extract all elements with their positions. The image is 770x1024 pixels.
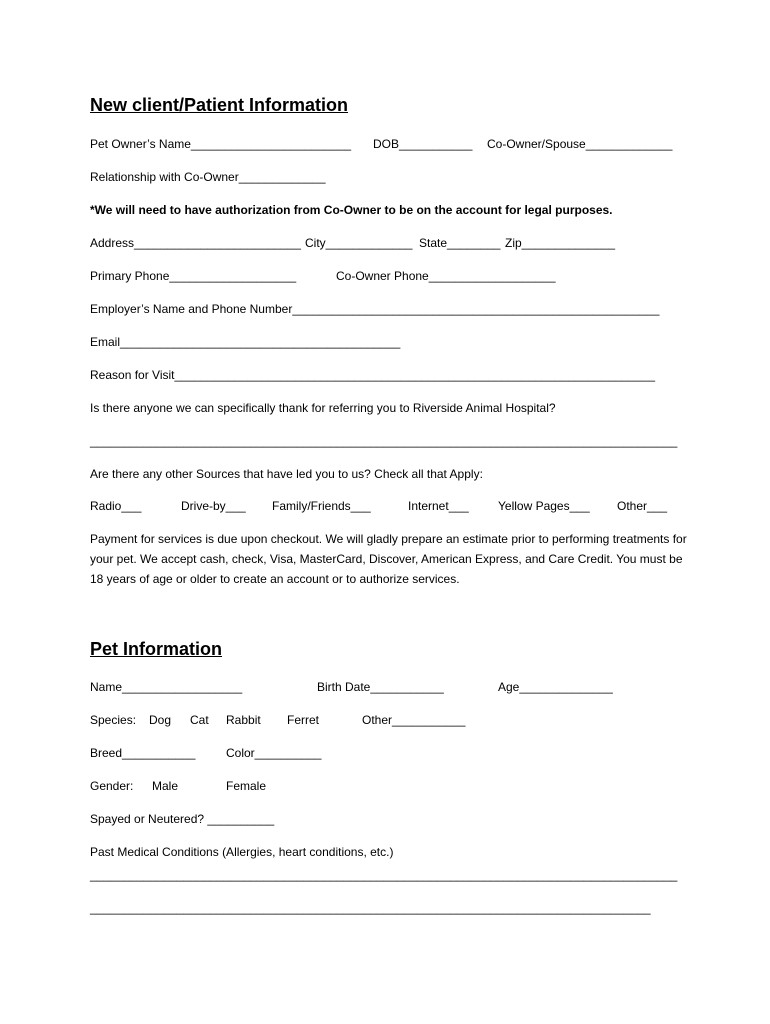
- color-field[interactable]: Color__________: [226, 746, 322, 760]
- species-dog-option[interactable]: Dog: [149, 713, 172, 727]
- referral-question: Is there anyone we can specifically thank for referring you to Riverside Animal Hospital?: [90, 401, 556, 415]
- source-radio-checkbox[interactable]: Radio___: [90, 499, 142, 513]
- species-label: Species:: [90, 713, 137, 727]
- primary-phone-field[interactable]: Primary Phone___________________: [90, 269, 297, 283]
- gender-male-option[interactable]: Male: [152, 779, 179, 793]
- age-field[interactable]: Age______________: [498, 680, 613, 694]
- co-owner-field[interactable]: Co-Owner/Spouse_____________: [487, 137, 673, 151]
- email-field[interactable]: Email__________________________________________: [90, 335, 401, 349]
- species-cat-option[interactable]: Cat: [190, 713, 209, 727]
- zip-field[interactable]: Zip______________: [505, 236, 616, 250]
- sources-question: Are there any other Sources that have led you to us? Check all that Apply:: [90, 467, 483, 481]
- co-owner-phone-field[interactable]: Co-Owner Phone___________________: [336, 269, 556, 283]
- source-family-checkbox[interactable]: Family/Friends___: [272, 499, 371, 513]
- pet-name-field[interactable]: Name__________________: [90, 680, 243, 694]
- species-other-field[interactable]: Other___________: [362, 713, 466, 727]
- reason-field[interactable]: Reason for Visit________________________________________________________________________: [90, 368, 656, 382]
- employer-field[interactable]: Employer’s Name and Phone Number_______________________________________________________: [90, 302, 660, 316]
- spayed-field[interactable]: Spayed or Neutered? __________: [90, 812, 275, 826]
- section-title-pet: Pet Information: [90, 639, 223, 659]
- species-ferret-option[interactable]: Ferret: [287, 713, 320, 727]
- breed-field[interactable]: Breed___________: [90, 746, 196, 760]
- authorization-note: *We will need to have authorization from Co-Owner to be on the account for legal purposes.: [90, 203, 613, 217]
- source-other-checkbox[interactable]: Other___: [617, 499, 668, 513]
- medical-line-1[interactable]: ________________________________________________________________________________________: [90, 868, 678, 882]
- payment-policy: Payment for services is due upon checkout. We will gladly prepare an estimate prior to performing treatments for your pet. We accept cash, check, Visa, MasterCard, Discover, American Express, and Care Credit. You must be 18 years of age or older to create an account or to authorize services.: [90, 532, 687, 586]
- relationship-field[interactable]: Relationship with Co-Owner_____________: [90, 170, 326, 184]
- source-internet-checkbox[interactable]: Internet___: [408, 499, 469, 513]
- gender-label: Gender:: [90, 779, 134, 793]
- source-driveby-checkbox[interactable]: Drive-by___: [181, 499, 246, 513]
- species-rabbit-option[interactable]: Rabbit: [226, 713, 261, 727]
- referral-field[interactable]: ________________________________________________________________________________________: [90, 434, 678, 448]
- medical-line-2[interactable]: ____________________________________________________________________________________: [90, 901, 651, 915]
- past-medical-label: Past Medical Conditions (Allergies, heart conditions, etc.): [90, 845, 394, 859]
- birth-date-field[interactable]: Birth Date___________: [317, 680, 444, 694]
- address-field[interactable]: Address_________________________: [90, 236, 301, 250]
- owner-name-field[interactable]: Pet Owner’s Name________________________: [90, 137, 352, 151]
- section-title-client: New client/Patient Information: [90, 95, 349, 115]
- gender-female-option[interactable]: Female: [226, 779, 267, 793]
- dob-field[interactable]: DOB___________: [373, 137, 473, 151]
- source-yellow-pages-checkbox[interactable]: Yellow Pages___: [498, 499, 590, 513]
- city-field[interactable]: City_____________: [305, 236, 413, 250]
- state-field[interactable]: State________: [419, 236, 501, 250]
